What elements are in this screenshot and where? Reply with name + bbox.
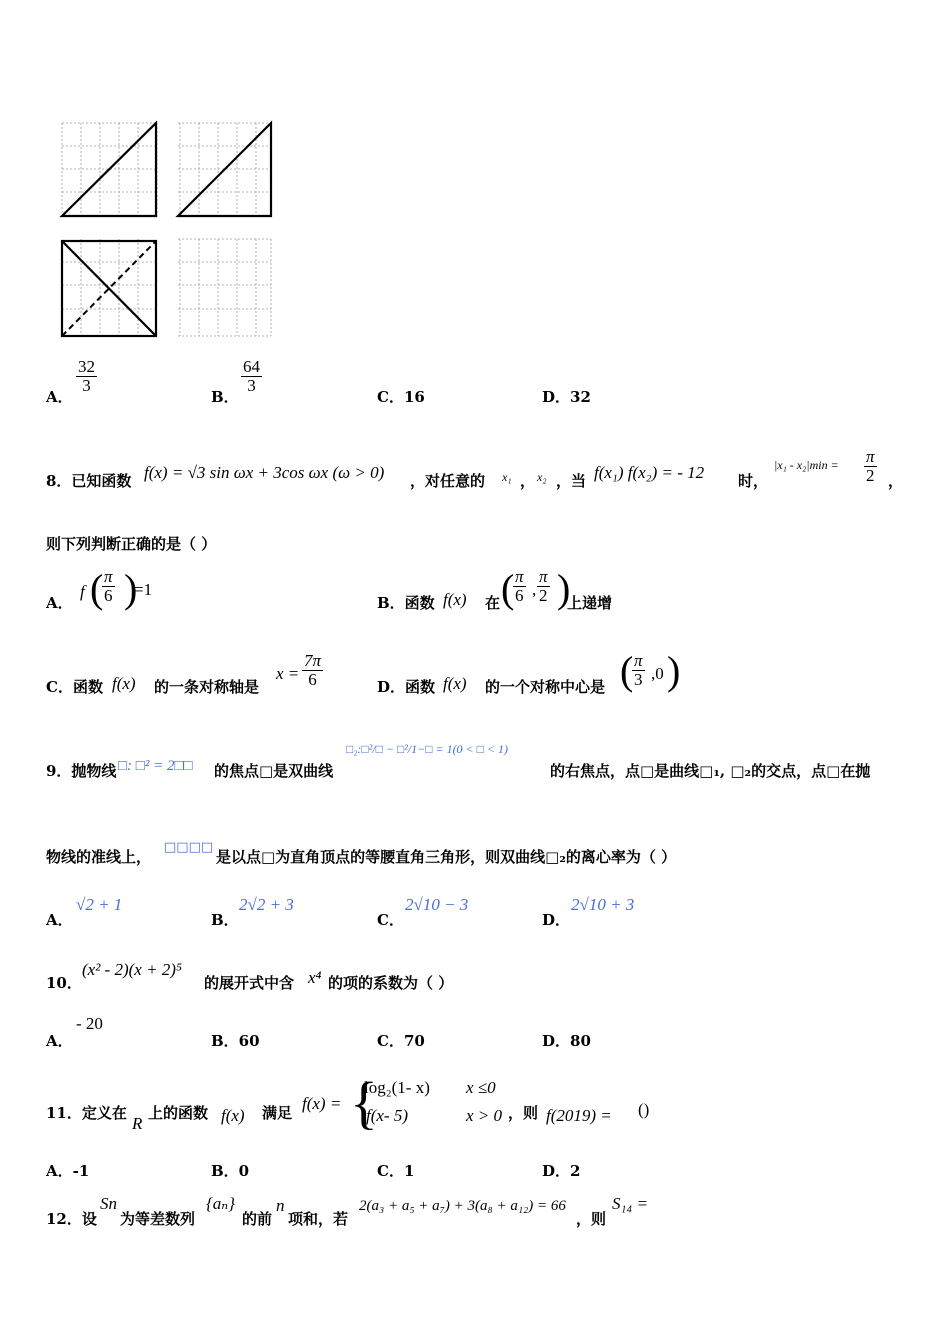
q11-text3: ，则 (508, 1104, 539, 1122)
q8-c-f: f(x) (112, 674, 136, 693)
q7-options (46, 358, 766, 410)
q8-pi: π (866, 447, 875, 466)
q8-b-comma: , (532, 580, 537, 599)
q8-condition: f(x₁) f(x₂) = - 12 (594, 463, 705, 482)
three-view-svg (58, 119, 276, 341)
q9-number: 9．抛物线 (46, 762, 117, 780)
q8-text-when: ，当 (556, 472, 587, 490)
q11-options (46, 1158, 766, 1182)
q8-function-def: f(x) = √3 sin ωx + 3cos ωx (ω > 0) (144, 463, 385, 482)
q9-c-label: C． (377, 911, 404, 929)
q9-a-label: A． (46, 911, 73, 929)
q9-stem-line1 (46, 738, 906, 778)
q8-b-pi2: π (539, 567, 548, 586)
q8-x1: x₁ (502, 470, 512, 484)
q10-a-label: A． (46, 1032, 73, 1050)
q8-b-in: 在 (485, 594, 501, 612)
q9-a-value: √2 + 1 (76, 895, 123, 914)
q7-option-d: D．32 (542, 388, 591, 406)
q8-a-label: A． (46, 594, 73, 612)
q11-text2: 满足 (262, 1104, 293, 1122)
q10-text2: 的项的系数为（ ） (328, 974, 454, 992)
q9-options (46, 893, 766, 933)
q9-line2b: 是以点□为直角顶点的等腰直角三角形，则双曲线□₂的离心率为（ ） (216, 848, 677, 866)
q8-option-a (46, 566, 346, 616)
q9-b-value: 2√2 + 3 (239, 895, 294, 914)
q7-option-b-label: B． (211, 388, 239, 406)
q11-case1: log₂(1- x) (364, 1078, 430, 1097)
q8-c-numerator: 7π (304, 651, 322, 670)
q8-d-f: f(x) (443, 674, 467, 693)
q10-options (46, 1012, 766, 1052)
q10-stem (46, 958, 746, 994)
q7-b-numerator: 64 (243, 357, 260, 376)
q8-a-f: f (80, 582, 85, 601)
q8-b-pi1: π (515, 567, 524, 586)
q11-option-c: C．1 (377, 1162, 415, 1180)
q8-two: 2 (866, 465, 875, 485)
q8-text-any: ，对任意的 (410, 472, 486, 490)
q8-a-eq: =1 (134, 580, 153, 599)
q7-option-c: C．16 (377, 388, 425, 406)
q12-S14: S₁₄ = (612, 1194, 649, 1213)
q8-c-x: x = (276, 664, 300, 683)
q8-d-mid: 的一个对称中心是 (485, 678, 606, 696)
q8-b-two: 2 (539, 585, 548, 605)
q11-R: R (132, 1114, 143, 1133)
q8-b-tail: 上递增 (567, 594, 613, 612)
q12-stem (46, 1190, 906, 1230)
q11-fdef: f(x) = (302, 1094, 342, 1113)
q7-a-numerator: 32 (78, 357, 95, 376)
q8-min-expr: |x₁ - x₂|min = (774, 458, 839, 472)
q8-a-frac (102, 568, 115, 605)
q8-c-frac (302, 652, 323, 689)
q8-c-mid: 的一条对称轴是 (154, 678, 260, 696)
q8-text-time: 时， (738, 472, 769, 490)
q11-option-b: B．0 (211, 1162, 250, 1180)
q9-b-label: B． (211, 911, 239, 929)
q8-a-six: 6 (104, 585, 113, 605)
q11-paren: () (638, 1100, 650, 1119)
q12-an: {aₙ} (206, 1194, 235, 1213)
front-view-triangle (62, 123, 156, 216)
q8-number: 8．已知函数 (46, 472, 132, 490)
q10-text1: 的展开式中含 (204, 974, 295, 992)
q9-text1: 的焦点□是双曲线 (214, 762, 334, 780)
q8-d-lparen: ( (620, 648, 634, 693)
q8-b-rparen: ) (557, 566, 571, 611)
q7-option-a-value (76, 358, 97, 395)
q7-option-a-label: A． (46, 388, 73, 406)
q12-n: n (276, 1196, 285, 1215)
q9-triangle: □□□□ (164, 840, 214, 855)
q12-text1: 为等差数列 (120, 1210, 196, 1228)
q11-number: 11．定义在 (46, 1104, 127, 1122)
q8-b-f: f(x) (443, 590, 467, 609)
q9-stem-line2 (46, 838, 906, 868)
three-view-diagram (58, 119, 276, 341)
q8-pi-over-2 (864, 448, 877, 485)
q10-option-b: B．60 (211, 1032, 260, 1050)
q8-option-d (377, 648, 697, 702)
q12-condition: 2(a₃ + a₅ + a₇) + 3(a₈ + a₁₂) = 66 (359, 1198, 566, 1214)
q9-hyperbola: □₂:□²/□ − □²/1−□ = 1(0 < □ < 1) (346, 742, 508, 756)
q11-brace: { (350, 1070, 378, 1135)
q8-b-frac1 (513, 568, 526, 605)
q10-option-d: D．80 (542, 1032, 591, 1050)
q11-text1: 上的函数 (148, 1104, 209, 1122)
q7-a-denominator: 3 (82, 375, 91, 395)
q8-a-lparen: ( (90, 566, 104, 611)
q8-d-rparen: ) (667, 648, 681, 693)
q8-option-b (377, 566, 677, 616)
q11-cond1: x ≤0 (466, 1078, 496, 1097)
side-view-triangle (178, 123, 271, 216)
q8-comma: ， (520, 472, 536, 490)
q11-fx: f(x) (221, 1106, 245, 1125)
q8-stem-line2: 则下列判断正确的是（ ） (46, 535, 217, 553)
q8-b-frac2 (537, 568, 550, 605)
q8-c-label: C．函数 (46, 678, 103, 696)
q10-option-c: C．70 (377, 1032, 425, 1050)
q9-c-value: 2√10 − 3 (405, 895, 469, 914)
q8-option-c (46, 652, 366, 702)
q8-a-pi: π (104, 567, 113, 586)
q8-end-comma: ， (888, 472, 904, 490)
q9-d-value: 2√10 + 3 (571, 895, 635, 914)
q12-text4: ，则 (576, 1210, 607, 1228)
q9-d-label: D． (542, 911, 571, 929)
q8-c-denominator: 6 (308, 669, 317, 689)
q7-b-denominator: 3 (247, 375, 256, 395)
q9-parabola: □: □² = 2□□ (118, 758, 193, 774)
q12-Sn: Sn (100, 1194, 117, 1213)
q12-text3: 项和，若 (288, 1210, 349, 1228)
q8-d-frac (632, 652, 645, 689)
q8-d-three: 3 (634, 669, 643, 689)
q9-text2: 的右焦点，点□是曲线□₁, □₂的交点，点□在抛 (550, 762, 871, 780)
q11-stem (46, 1070, 906, 1136)
q11-f2019: f(2019) = (546, 1106, 612, 1125)
q8-b-lparen: ( (501, 566, 515, 611)
q10-expression: (x² - 2)(x + 2)⁵ (82, 960, 182, 979)
q8-d-label: D．函数 (377, 678, 436, 696)
q9-line2a: 物线的准线上， (46, 848, 152, 866)
q8-stem-line1 (46, 448, 906, 492)
q11-case2: f(x- 5) (366, 1106, 409, 1125)
q12-text2: 的前 (242, 1210, 273, 1228)
q11-option-d: D．2 (542, 1162, 581, 1180)
q10-number: 10． (46, 974, 82, 992)
q11-option-a: A．-1 (46, 1162, 90, 1180)
q11-cond2: x > 0 (466, 1106, 503, 1125)
q10-x4: x⁴ (308, 968, 322, 987)
q10-a-value: - 20 (76, 1014, 103, 1033)
q8-b-six: 6 (515, 585, 524, 605)
q8-d-zero: ,0 (651, 664, 664, 683)
q8-a-rparen: ) (124, 566, 138, 611)
q12-number: 12．设 (46, 1210, 97, 1228)
q8-x2: x₂ (537, 470, 547, 484)
q8-b-label: B．函数 (377, 594, 435, 612)
q7-option-b-value (241, 358, 262, 395)
q8-d-pi: π (634, 651, 643, 670)
